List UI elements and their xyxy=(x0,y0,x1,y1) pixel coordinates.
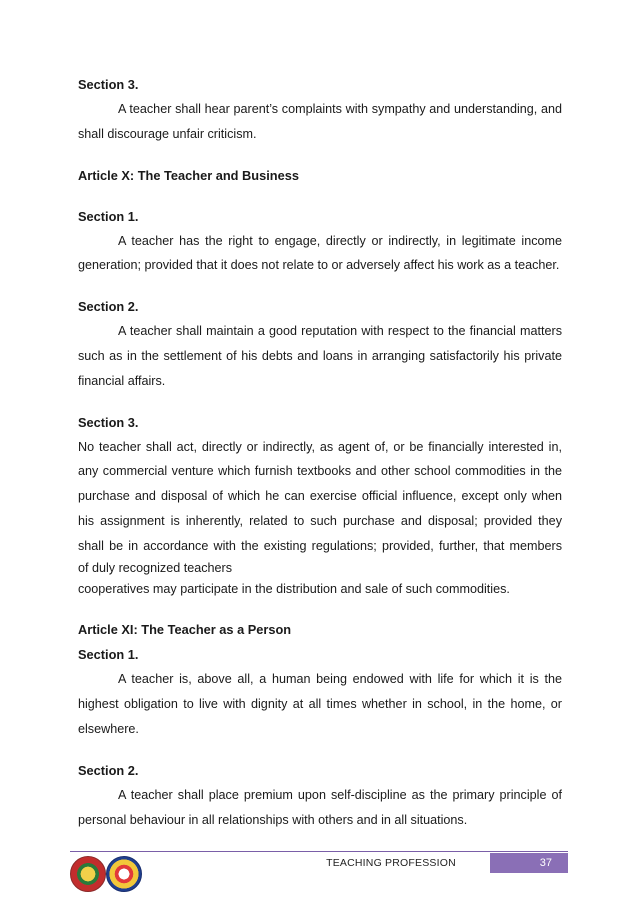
section-heading: Section 2. xyxy=(78,762,139,778)
section-heading: Section 3. xyxy=(78,414,139,430)
footer-title: TEACHING PROFESSION xyxy=(326,857,456,869)
footer-rule xyxy=(70,851,568,852)
section-text: A teacher shall maintain a good reputation with respect to the financial matters such as in the settlement of his debts and loans in arranging satisfactorily his private financial affairs. xyxy=(78,324,562,388)
section-heading: Section 1. xyxy=(78,208,139,224)
article-heading: Article XI: The Teacher as a Person xyxy=(78,622,292,638)
page-number: 37 xyxy=(490,853,568,873)
text-line: shall be in accordance with the existing regulations; provided, further, that members xyxy=(78,538,562,553)
text-line: his assignment is inherently, related to such purchase and disposal; provided they xyxy=(78,513,562,528)
section-text: A teacher is, above all, a human being endowed with life for which it is the highest obligation to live with dignity at all times whether in school, in the home, or elsewhere. xyxy=(78,672,562,736)
page-footer xyxy=(70,851,568,875)
article-heading: Article X: The Teacher and Business xyxy=(78,167,299,183)
text-line: of duly recognized teachers xyxy=(78,560,233,575)
document-body xyxy=(78,76,562,832)
section-text: A teacher shall hear parent’s complaints with sympathy and understanding, and shall discourage unfair criticism. xyxy=(78,102,562,141)
section-heading: Section 1. xyxy=(78,647,139,663)
section-heading: Section 3. xyxy=(78,77,139,92)
text-line: any commercial venture which furnish textbooks and other school commodities in the xyxy=(78,464,562,479)
section-text: A teacher shall place premium upon self-discipline as the primary principle of personal behaviour in all relationships with others and in all situations. xyxy=(78,787,562,827)
section-heading: Section 2. xyxy=(78,299,139,315)
text-line: No teacher shall act, directly or indirectly, as agent of, or be financially interested in, xyxy=(78,439,562,454)
section-text: A teacher has the right to engage, directly or indirectly, in legitimate income generation; provided that it does not relate to or adversely affect his work as a teacher. xyxy=(78,233,562,273)
text-line: purchase and disposal of which he can exercise official influence, except only when xyxy=(78,489,562,504)
text-line: cooperatives may participate in the distribution and sale of such commodities. xyxy=(78,581,510,596)
